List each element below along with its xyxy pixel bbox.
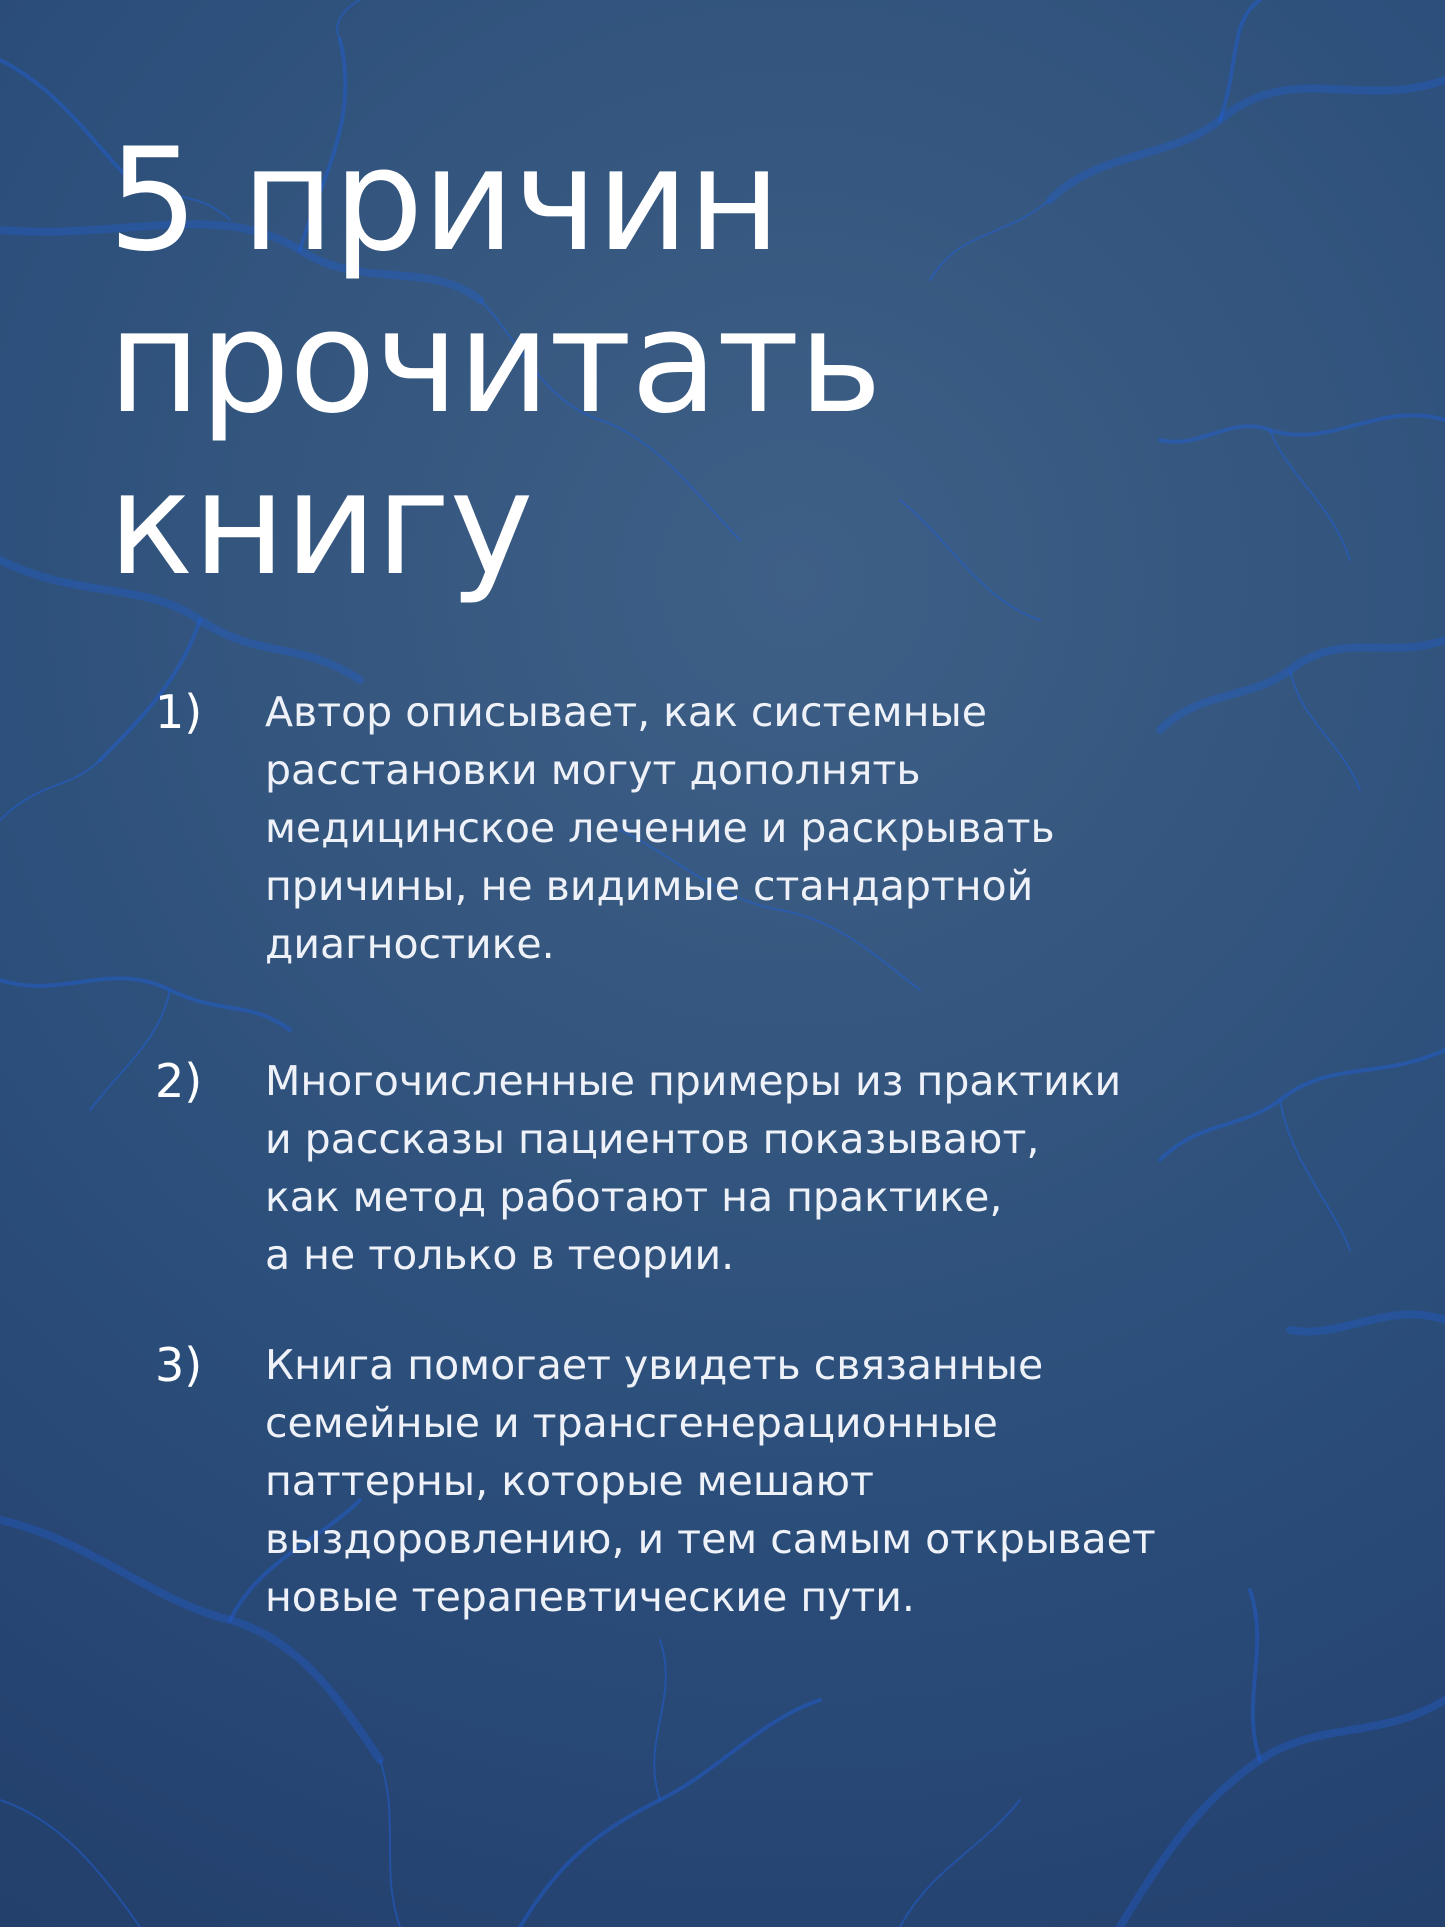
reason-text-line: причины, не видимые стандартной [265, 862, 1034, 910]
reason-text [265, 683, 1355, 973]
reason-text [265, 1336, 1355, 1626]
reason-text-line: семейные и трансгенерационные [265, 1399, 998, 1447]
reason-number: 3) [155, 1338, 203, 1392]
reason-text-line: Многочисленные примеры из практики [265, 1057, 1122, 1105]
reason-text-line: Книга помогает увидеть связанные [265, 1341, 1044, 1389]
reason-text-line: медицинское лечение и раскрывать [265, 804, 1055, 852]
title-line-1: 5 причин [108, 118, 780, 283]
reason-number: 2) [155, 1054, 203, 1108]
reason-text-line: а не только в теории. [265, 1231, 735, 1279]
reason-text [265, 1052, 1355, 1284]
reason-text-line: выздоровлению, и тем самым открывает [265, 1515, 1156, 1563]
title-line-3: книгу [108, 442, 533, 607]
page-title [108, 120, 1308, 606]
reason-number: 1) [155, 685, 203, 739]
reason-text-line: и рассказы пациентов показывают, [265, 1115, 1040, 1163]
reason-text-line: расстановки могут дополнять [265, 746, 921, 794]
reason-text-line: паттерны, которые мешают [265, 1457, 874, 1505]
reason-text-line: как метод работают на практике, [265, 1173, 1003, 1221]
title-line-2: прочитать [108, 280, 882, 445]
reason-text-line: новые терапевтические пути. [265, 1573, 915, 1621]
reason-text-line: диагностике. [265, 920, 555, 968]
reason-text-line: Автор описывает, как системные [265, 688, 988, 736]
